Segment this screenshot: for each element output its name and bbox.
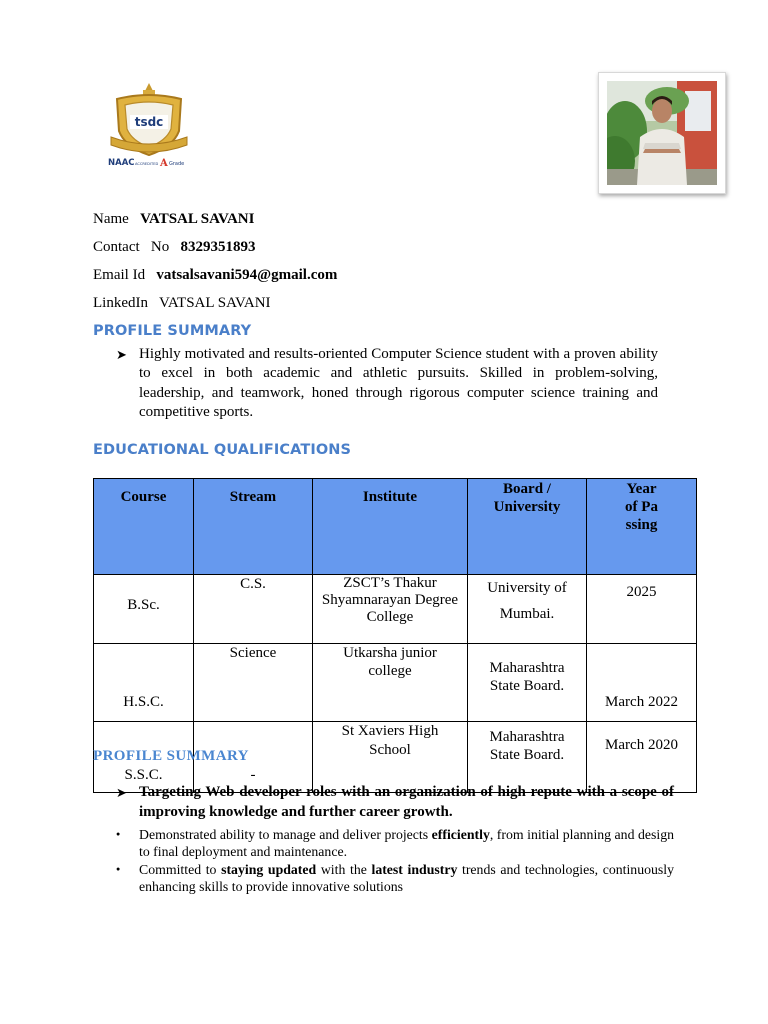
header-institute: Institute bbox=[313, 479, 468, 575]
table-header-row bbox=[94, 479, 697, 575]
course-cell: B.Sc. bbox=[94, 575, 194, 644]
person-photo-icon bbox=[607, 81, 717, 185]
profile-photo bbox=[598, 72, 726, 194]
header-stream: Stream bbox=[194, 479, 313, 575]
shield-logo-icon bbox=[103, 81, 195, 171]
linkedin-row bbox=[93, 294, 271, 312]
stream-cell: - bbox=[194, 722, 313, 793]
board-cell: Maharashtra State Board. bbox=[468, 644, 587, 722]
objective-text: Targeting Web developer roles with an organization of high repute with a scope of improving knowledge and further career growth. bbox=[139, 784, 674, 820]
board-cell: Maharashtra State Board. bbox=[468, 722, 587, 793]
year-cell: 2025 bbox=[587, 575, 697, 644]
career-objective bbox=[116, 783, 674, 895]
table-row bbox=[94, 644, 697, 722]
year-cell: March 2020 bbox=[587, 722, 697, 793]
course-cell: H.S.C. bbox=[94, 644, 194, 722]
name-row bbox=[93, 210, 254, 228]
bullet-dot-icon bbox=[116, 861, 120, 880]
name-value: VATSAL SAVANI bbox=[140, 211, 255, 227]
linkedin-label: LinkedIn bbox=[93, 295, 148, 311]
header-year: Year of Passing bbox=[587, 479, 697, 575]
arrow-bullet-icon: ➤ bbox=[116, 347, 127, 362]
grade-letter: A bbox=[160, 158, 168, 169]
board-cell: University of Mumbai. bbox=[468, 575, 587, 644]
profile-summary bbox=[116, 345, 658, 422]
arrow-bullet-icon: ➤ bbox=[116, 785, 127, 800]
objective-item bbox=[116, 783, 674, 822]
grade-text: Grade bbox=[169, 161, 185, 167]
profile-summary-text: Highly motivated and results-oriented Computer Science student with a proven ability to excel in both academic and athletic pursuits. Skilled in problem-solving, leadership, and teamwork, honed through rigorous computer science training and competitive sports. bbox=[139, 346, 658, 420]
naac-text: NAAC bbox=[108, 158, 135, 168]
education-table bbox=[93, 478, 697, 793]
education-heading: EDUCATIONAL QUALIFICATIONS bbox=[93, 442, 352, 458]
profile-summary-heading-2: PROFILE SUMMARY bbox=[93, 748, 249, 764]
name-label: Name bbox=[93, 211, 129, 227]
logo-text: tsdc bbox=[134, 115, 164, 129]
contact-no-label: No bbox=[150, 239, 170, 255]
table-row bbox=[94, 575, 697, 644]
stream-cell: C.S. bbox=[194, 575, 313, 644]
email-label: Email Id bbox=[93, 267, 146, 283]
institute-cell: Utkarsha junior college bbox=[313, 644, 468, 722]
contact-value: 8329351893 bbox=[180, 239, 256, 255]
institute-cell: ZSCT’s Thakur Shyamnarayan Degree College bbox=[313, 575, 468, 644]
email-row bbox=[93, 266, 337, 284]
institute-cell: St Xaviers High School bbox=[313, 722, 468, 793]
linkedin-value[interactable]: VATSAL SAVANI bbox=[158, 295, 271, 311]
year-cell: March 2022 bbox=[587, 644, 697, 722]
bullet-dot-icon bbox=[116, 826, 120, 845]
contact-label: Contact bbox=[93, 239, 140, 255]
contact-row bbox=[93, 238, 256, 256]
email-value[interactable]: vatsalsavani594@gmail.com bbox=[156, 267, 338, 283]
stream-cell: Science bbox=[194, 644, 313, 722]
profile-summary-heading: PROFILE SUMMARY bbox=[93, 323, 252, 339]
course-cell: S.S.C. bbox=[94, 722, 194, 793]
header-course: Course bbox=[94, 479, 194, 575]
list-item: ● Committed to staying updated with the latest industry trends and technologies, continuously enhancing skills to provide innovative solutions bbox=[116, 861, 674, 895]
college-logo bbox=[103, 81, 195, 171]
list-item: ● Demonstrated ability to manage and deliver projects efficiently, from initial planning and design to final deployment and maintenance. bbox=[116, 826, 674, 860]
header-board: Board / University bbox=[468, 479, 587, 575]
accredited-text: ACCREDITED bbox=[135, 162, 159, 166]
